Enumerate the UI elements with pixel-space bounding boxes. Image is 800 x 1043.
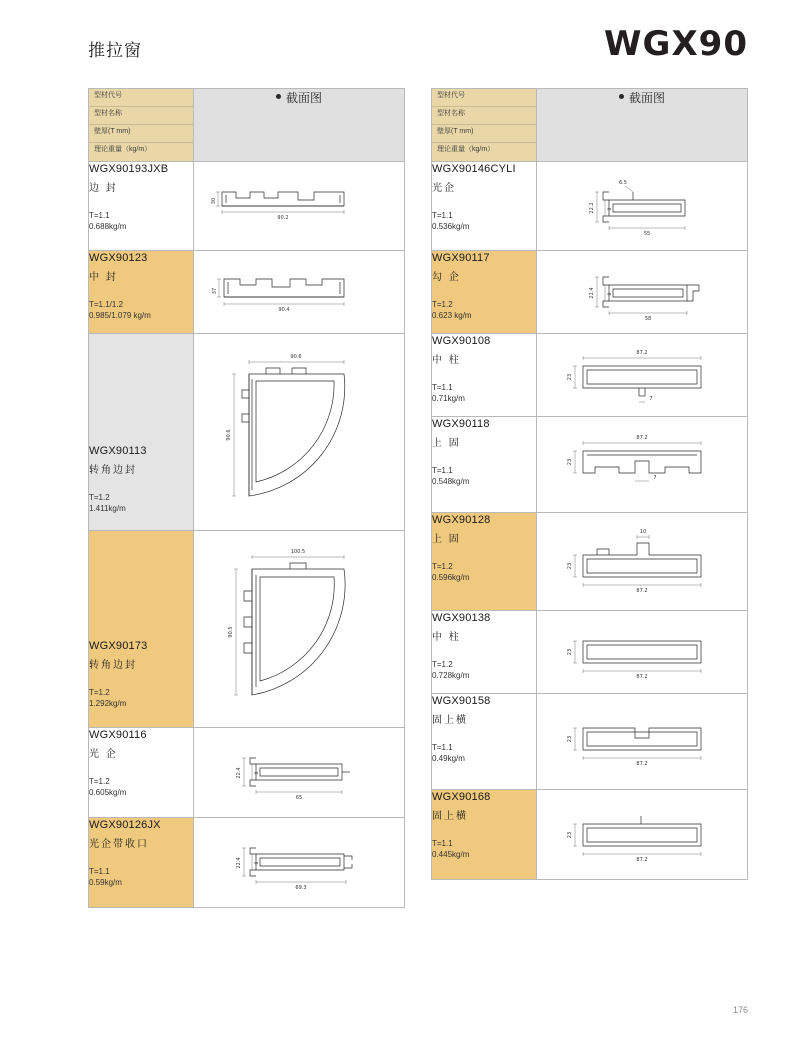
profile-name: 光企带收口 [89,838,149,850]
profile-thickness: T=1.1 [432,838,453,848]
svg-text:22.2: 22.2 [589,202,595,214]
profile-code: WGX90118 [432,418,490,430]
profile-thickness: T=1.2 [89,776,110,786]
profile-figure [194,728,405,818]
table-row [432,334,748,417]
profile-name: 中 柱 [432,354,461,366]
profile-info [89,334,194,531]
profile-info [432,162,537,251]
svg-text:37: 37 [212,287,218,295]
profile-info [432,513,537,611]
cross-section-drawing [537,513,747,610]
header-label-name: 型材名称 [89,107,193,125]
profile-thickness: T=1.2 [432,659,453,669]
header-label-code: 型材代号 [89,89,193,107]
svg-text:23: 23 [567,458,573,466]
cross-section-drawing [537,162,747,250]
cross-section-drawing [537,694,747,789]
svg-text:90.4: 90.4 [278,307,290,313]
profile-code: WGX90138 [432,612,491,624]
profile-info [432,790,537,880]
svg-text:6.5: 6.5 [619,180,627,186]
profile-name: 勾 企 [432,271,461,283]
series-code: WGX90 [604,24,748,64]
cross-section-drawing [194,251,404,333]
profile-weight: 0.445kg/m [432,850,470,860]
table-row [89,251,405,334]
profile-code: WGX90158 [432,695,491,707]
profile-weight: 0.623 kg/m [432,311,472,321]
profile-code: WGX90128 [432,514,491,526]
profile-code: WGX90193JXB [89,163,169,175]
table-header-row [432,89,748,162]
profile-figure [194,162,405,251]
profile-code: WGX90168 [432,791,491,803]
profile-thickness: T=1.2 [432,561,453,571]
cross-section-drawing [537,334,747,416]
svg-text:90.6: 90.6 [226,429,232,441]
table-row [432,611,748,694]
svg-text:23: 23 [567,831,573,839]
cross-section-drawing [194,818,404,907]
profile-weight: 0.728kg/m [432,671,470,681]
svg-text:7: 7 [653,475,657,481]
profile-figure [537,513,748,611]
profile-thickness: T=1.1 [89,210,110,220]
profile-code: WGX90117 [432,252,490,264]
svg-text:8: 8 [255,771,260,775]
svg-text:87.2: 87.2 [636,761,648,767]
table-row [89,818,405,908]
svg-text:10: 10 [639,529,647,535]
profile-name: 边 封 [89,182,118,194]
left-column [88,88,405,908]
profile-figure [194,531,405,728]
profile-code: WGX90108 [432,335,491,347]
profile-info [89,818,194,908]
profile-code: WGX90113 [89,445,147,457]
table-row [89,531,405,728]
cross-section-drawing [537,417,747,512]
profile-thickness: T=1.1 [432,382,453,392]
cross-section-drawing [194,728,404,817]
profile-info [89,728,194,818]
svg-text:100.5: 100.5 [290,549,306,555]
profile-name: 转角边封 [89,464,137,476]
table-header-section [194,89,405,162]
table-row [432,162,748,251]
bullet-icon [619,94,624,99]
table-row [89,162,405,251]
profile-figure [194,334,405,531]
profile-figure [194,251,405,334]
profile-figure [537,334,748,417]
cross-section-drawing [537,611,747,693]
profile-table-left [88,88,405,908]
profile-figure [537,611,748,694]
profile-code: WGX90146CYLI [432,163,516,175]
profile-figure [537,694,748,790]
profile-thickness: T=1.1 [432,210,453,220]
svg-text:23: 23 [567,562,573,570]
svg-text:30: 30 [211,197,217,205]
table-row [432,251,748,334]
profile-code: WGX90126JX [89,819,161,831]
profile-code: WGX90173 [89,640,148,652]
profile-weight: 1.292kg/m [89,699,127,709]
header-label-thickness: 壁厚(T mm) [89,125,193,143]
svg-text:8: 8 [608,207,613,211]
profile-name: 光企 [432,182,456,194]
profile-figure [194,818,405,908]
profile-info [89,162,194,251]
profile-thickness: T=1.2 [89,687,110,697]
svg-text:87.2: 87.2 [636,588,648,594]
profile-info [89,531,194,728]
profile-weight: 0.59kg/m [89,878,122,888]
header-label-thickness: 壁厚(T mm) [432,125,536,143]
svg-text:8: 8 [608,292,613,296]
profile-info [432,251,537,334]
table-header-labels [432,89,537,162]
profile-info [89,251,194,334]
profile-name: 中 柱 [432,631,461,643]
profile-info [432,611,537,694]
profile-weight: 1.411kg/m [89,504,126,514]
profile-name: 光 企 [89,748,118,760]
header-label-code: 型材代号 [432,89,536,107]
profile-name: 上 固 [432,533,461,545]
svg-text:90.5: 90.5 [228,626,234,638]
svg-text:69.3: 69.3 [295,885,307,891]
profile-thickness: T=1.1/1.2 [89,299,124,309]
svg-text:58: 58 [644,316,652,322]
columns-container [88,88,748,908]
profile-name: 固上横 [432,714,468,726]
svg-text:55: 55 [643,231,651,237]
profile-thickness: T=1.2 [89,492,110,502]
svg-text:22.4: 22.4 [589,287,595,299]
profile-thickness: T=1.1 [432,465,453,475]
profile-figure [537,162,748,251]
profile-code: WGX90123 [89,252,148,264]
profile-code: WGX90116 [89,729,147,741]
page-title: 推拉窗 [88,41,142,60]
svg-text:87.2: 87.2 [636,674,648,680]
profile-weight: 0.536kg/m [432,222,470,232]
svg-text:87.2: 87.2 [636,435,648,441]
bullet-icon [276,94,281,99]
svg-text:90.6: 90.6 [290,354,302,360]
profile-thickness: T=1.2 [432,299,453,309]
table-header-labels [89,89,194,162]
svg-text:87.2: 87.2 [636,350,648,356]
profile-thickness: T=1.1 [432,742,453,752]
svg-text:23: 23 [567,648,573,656]
profile-weight: 0.596kg/m [432,573,470,583]
table-row [432,694,748,790]
header-label-weight: 理论重量（kg/m） [437,146,495,153]
profile-name: 上 固 [432,437,461,449]
svg-text:8: 8 [255,861,260,865]
right-column [431,88,748,908]
profile-info [432,334,537,417]
table-header-row [89,89,405,162]
profile-name: 中 封 [89,271,118,283]
svg-text:22.4: 22.4 [236,857,242,869]
profile-info [432,417,537,513]
svg-text:23: 23 [567,735,573,743]
profile-figure [537,251,748,334]
svg-text:22.4: 22.4 [236,767,242,779]
profile-name: 转角边封 [89,659,137,671]
page-number: 176 [732,1005,748,1015]
profile-weight: 0.985/1.079 kg/m [89,311,151,321]
profile-weight: 0.71kg/m [432,394,465,404]
table-row [432,417,748,513]
profile-weight: 0.688kg/m [89,222,127,232]
profile-figure [537,790,748,880]
section-label: 截面图 [285,91,322,105]
profile-weight: 0.605kg/m [89,788,127,798]
cross-section-drawing [194,162,404,250]
header-label-weight: 理论重量（kg/m） [94,146,152,153]
section-label: 截面图 [628,91,665,105]
table-row [432,513,748,611]
profile-info [432,694,537,790]
header-label-name: 型材名称 [432,107,536,125]
svg-text:7: 7 [649,396,653,402]
profile-figure [537,417,748,513]
table-row [89,334,405,531]
profile-name: 固上横 [432,810,468,822]
cross-section-drawing [537,251,747,333]
svg-text:90.2: 90.2 [277,215,289,221]
cross-section-drawing [194,334,404,530]
profile-thickness: T=1.1 [89,866,110,876]
profile-weight: 0.548kg/m [432,477,470,487]
svg-text:23: 23 [567,373,573,381]
svg-text:87.2: 87.2 [636,857,648,863]
cross-section-drawing [537,790,747,879]
profile-table-right [431,88,748,880]
table-header-section [537,89,748,162]
profile-weight: 0.49kg/m [432,754,465,764]
table-row [89,728,405,818]
page-header [0,24,800,74]
table-row [432,790,748,880]
svg-text:65: 65 [295,795,303,801]
cross-section-drawing [194,531,404,727]
